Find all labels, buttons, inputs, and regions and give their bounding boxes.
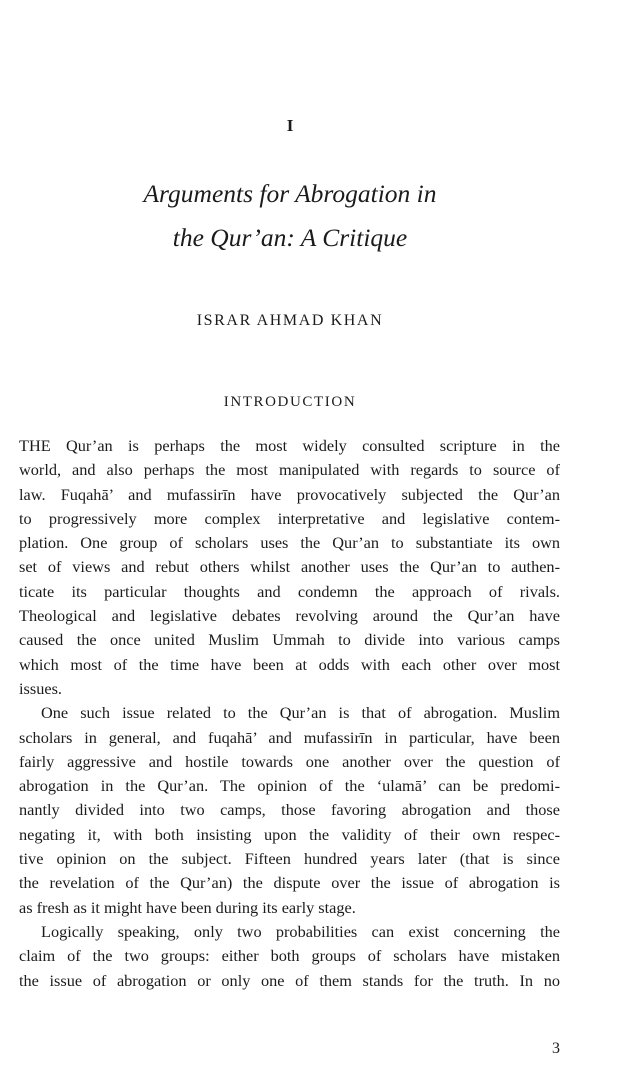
section-heading: INTRODUCTION [223, 394, 357, 410]
text-line: negating it, with both insisting upon the validity of their own respec- [19, 824, 560, 844]
text-line: nantly divided into two camps, those favoring abrogation and those [19, 800, 560, 820]
text-line: world, and also perhaps the most manipulated with regards to source of [19, 460, 560, 480]
text-line: the revelation of the Qur’an) the dispute over the issue of abrogation is [19, 873, 560, 893]
text-line: abrogation in the Qur’an. The opinion of the ‘ulamā’ can be predomi- [19, 776, 560, 796]
chapter-title [0, 172, 580, 260]
author-name: ISRAR AHMAD KHAN [196, 312, 384, 329]
text-line: which most of the time have been at odds with each other over most [19, 654, 560, 674]
text-line: One such issue related to the Qur’an is that of abrogation. Muslim [41, 703, 560, 723]
text-line: law. Fuqahā’ and mufassirīn have provocatively subjected the Qur’an [19, 484, 560, 504]
text-line: THE Qur’an is perhaps the most widely consulted scripture in the [19, 436, 560, 455]
text-line: plation. One group of scholars uses the Qur’an to substantiate its own [19, 533, 560, 553]
chapter-title-line: Arguments for Abrogation in [143, 179, 437, 208]
body-text [19, 434, 560, 993]
text-line: Logically speaking, only two probabilities can exist concerning the [41, 921, 560, 941]
chapter-number: I [286, 116, 294, 135]
text-line: tive opinion on the subject. Fifteen hundred years later (that is since [19, 849, 560, 869]
text-line: Theological and legislative debates revolving around the Qur’an have [19, 606, 560, 626]
text-line: ticate its particular thoughts and condemn the approach of rivals. [19, 581, 560, 601]
text-line: issues. [19, 678, 62, 698]
text-line: as fresh as it might have been during its early stage. [19, 897, 356, 917]
text-line: claim of the two groups: either both groups of scholars have mistaken [19, 946, 560, 966]
text-line: scholars in general, and fuqahā’ and mufassirīn in particular, have been [19, 727, 560, 747]
text-line: the issue of abrogation or only one of them stands for the truth. In no [19, 970, 560, 990]
text-line: fairly aggressive and hostile towards one another over the question of [19, 751, 560, 771]
text-line: caused the once united Muslim Ummah to divide into various camps [19, 630, 560, 650]
text-line: to progressively more complex interpretative and legislative contem- [19, 508, 560, 528]
chapter-title-line: the Qur’an: A Critique [172, 223, 408, 252]
text-line: set of views and rebut others whilst another uses the Qur’an to authen- [19, 557, 560, 577]
page-number: 3 [552, 1040, 560, 1057]
